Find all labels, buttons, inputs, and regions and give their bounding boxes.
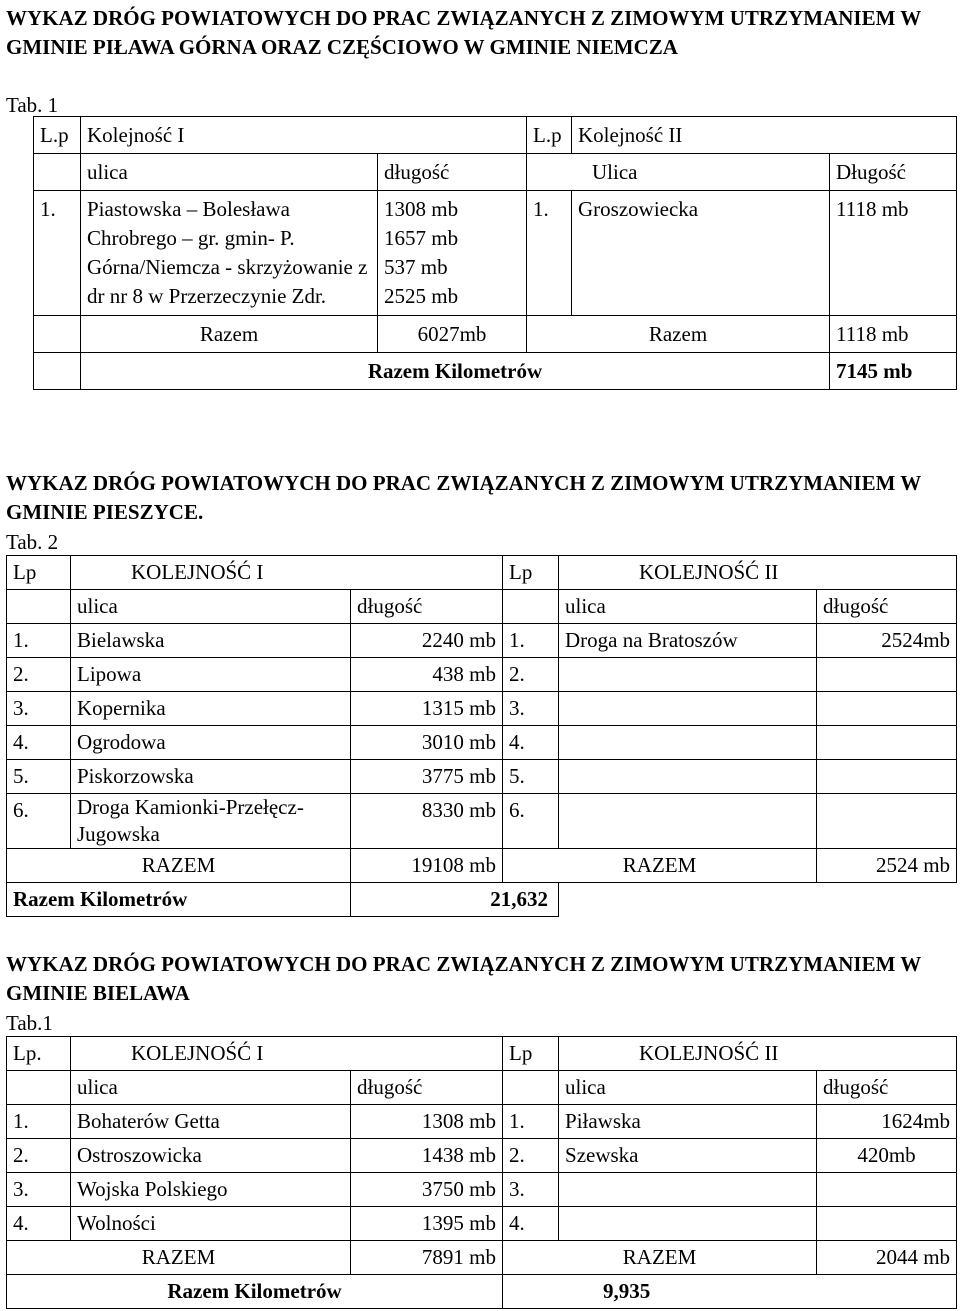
lp-cell: 5. — [503, 760, 559, 794]
header-order-1: KOLEJNOŚĆ I — [71, 1037, 503, 1071]
subheader-street-2: ulica — [559, 1071, 817, 1105]
lp-cell: 4. — [7, 726, 71, 760]
street-cell: Droga na Bratoszów — [559, 624, 817, 658]
header-order-2: KOLEJNOŚĆ II — [559, 1037, 957, 1071]
lp-cell: 6. — [503, 794, 559, 849]
table-row — [7, 760, 957, 794]
subheader-length-1: długość — [351, 1071, 503, 1105]
length-cell: 3750 mb — [351, 1173, 503, 1207]
street-cell: Lipowa — [71, 658, 351, 692]
length-cell — [817, 726, 957, 760]
table-subheader-row — [34, 154, 957, 191]
lp-cell: 1. — [34, 191, 81, 316]
sum-row — [7, 1241, 957, 1275]
header-order-1: KOLEJNOŚĆ I — [71, 556, 503, 590]
total-row — [7, 883, 957, 917]
lp-cell: 1. — [7, 624, 71, 658]
sum-label-2: Razem — [527, 316, 830, 353]
header-lp-1: Lp. — [7, 1037, 71, 1071]
sum-row — [7, 849, 957, 883]
length-cell: 2240 mb — [351, 624, 503, 658]
street-cell: Ogrodowa — [71, 726, 351, 760]
lp-cell: 2. — [503, 1139, 559, 1173]
length-cell: 1624mb — [817, 1105, 957, 1139]
subheader-street-2: Ulica — [527, 154, 830, 191]
length-cell: 1118 mb — [830, 191, 957, 316]
table-row — [7, 726, 957, 760]
lp-cell: 6. — [7, 794, 71, 849]
sum-label-1: RAZEM — [7, 1241, 351, 1275]
length-cell: 1308 mb — [351, 1105, 503, 1139]
sum-value-2: 2524 mb — [817, 849, 957, 883]
length-cell: 1315 mb — [351, 692, 503, 726]
total-label: Razem Kilometrów — [7, 1275, 503, 1309]
length-cell — [817, 658, 957, 692]
sum-value-1: 6027mb — [378, 316, 527, 353]
sum-value-2: 1118 mb — [830, 316, 957, 353]
lp-cell: 2. — [7, 658, 71, 692]
street-cell — [559, 794, 817, 849]
sum-value-2: 2044 mb — [817, 1241, 957, 1275]
lp-cell: 4. — [503, 1207, 559, 1241]
street-cell — [559, 658, 817, 692]
subheader-street-1: ulica — [71, 1071, 351, 1105]
total-value: 9,935 — [503, 1275, 957, 1309]
total-value: 21,632 — [351, 883, 559, 917]
length-cell: 438 mb — [351, 658, 503, 692]
lp-cell: 1. — [527, 191, 572, 316]
lp-cell: 2. — [503, 658, 559, 692]
length-value: 1308 mb — [384, 197, 459, 221]
table-row — [7, 658, 957, 692]
section3-table — [6, 1036, 957, 1309]
table-row — [7, 1207, 957, 1241]
street-cell: Groszowiecka — [572, 191, 830, 316]
length-cell: 1395 mb — [351, 1207, 503, 1241]
subheader-length-1: długość — [378, 154, 527, 191]
length-cell: 3775 mb — [351, 760, 503, 794]
header-lp-1: L.p — [34, 117, 81, 154]
length-cell — [817, 692, 957, 726]
lp-cell: 3. — [503, 1173, 559, 1207]
sum-label-2: RAZEM — [503, 849, 817, 883]
subheader-street-1: ulica — [71, 590, 351, 624]
lp-cell: 5. — [7, 760, 71, 794]
total-label: Razem Kilometrów — [7, 883, 351, 917]
street-cell: Bohaterów Getta — [71, 1105, 351, 1139]
street-cell: Bielawska — [71, 624, 351, 658]
length-cell — [817, 1173, 957, 1207]
length-value: 2525 mb — [384, 284, 459, 308]
total-label: Razem Kilometrów — [81, 353, 830, 390]
length-cell — [817, 1207, 957, 1241]
lp-cell: 3. — [7, 692, 71, 726]
street-cell — [559, 760, 817, 794]
section2-heading: WYKAZ DRÓG POWIATOWYCH DO PRAC ZWIĄZANYCH Z ZIMOWYM UTRZYMANIEM W GMINIE PIESZYCE. — [6, 471, 921, 524]
street-cell: Piskorzowska — [71, 760, 351, 794]
subheader-length-2: Długość — [830, 154, 957, 191]
header-lp-2: Lp — [503, 556, 559, 590]
length-value: 1657 mb — [384, 226, 459, 250]
length-value: 537 mb — [384, 255, 448, 279]
street-cell: Wojska Polskiego — [71, 1173, 351, 1207]
street-cell: Piastowska – Bolesława Chrobrego – gr. gmin- P. Górna/Niemcza - skrzyżowanie z dr nr 8 w Przerzeczynie Zdr. — [81, 191, 378, 316]
length-cell: 3010 mb — [351, 726, 503, 760]
street-cell — [559, 692, 817, 726]
length-cell — [817, 794, 957, 849]
section2-tab-label: Tab. 2 — [6, 530, 59, 554]
street-cell: Droga Kamionki-Przełęcz-Jugowska — [71, 794, 351, 849]
section1-heading: WYKAZ DRÓG POWIATOWYCH DO PRAC ZWIĄZANYCH Z ZIMOWYM UTRZYMANIEM W GMINIE PIŁAWA GÓRNA ORAZ CZĘŚCIOWO W GMINIE NIEMCZA — [6, 6, 921, 59]
table-row — [7, 624, 957, 658]
lp-cell: 4. — [7, 1207, 71, 1241]
subheader-street-1: ulica — [81, 154, 378, 191]
lp-cell: 1. — [503, 1105, 559, 1139]
table-header-row — [34, 117, 957, 154]
length-list-cell — [378, 191, 527, 316]
section1-table — [33, 116, 957, 390]
subheader-length-2: długość — [817, 1071, 957, 1105]
sum-label-1: RAZEM — [7, 849, 351, 883]
length-cell: 1438 mb — [351, 1139, 503, 1173]
header-order-1: Kolejność I — [81, 117, 527, 154]
section3-heading: WYKAZ DRÓG POWIATOWYCH DO PRAC ZWIĄZANYCH Z ZIMOWYM UTRZYMANIEM W GMINIE BIELAWA — [6, 952, 921, 1005]
sum-label-1: Razem — [81, 316, 378, 353]
street-cell: Ostroszowicka — [71, 1139, 351, 1173]
header-lp-1: Lp — [7, 556, 71, 590]
header-lp-2: L.p — [527, 117, 572, 154]
table-header-row — [7, 556, 957, 590]
street-cell: Piławska — [559, 1105, 817, 1139]
sum-row — [34, 316, 957, 353]
sum-value-1: 7891 mb — [351, 1241, 503, 1275]
table-subheader-row — [7, 1071, 957, 1105]
table-row — [7, 1139, 957, 1173]
street-cell — [559, 726, 817, 760]
table-header-row — [7, 1037, 957, 1071]
header-lp-2: Lp — [503, 1037, 559, 1071]
section2-table — [6, 555, 957, 917]
lp-cell: 3. — [503, 692, 559, 726]
total-row — [7, 1275, 957, 1309]
sum-value-1: 19108 mb — [351, 849, 503, 883]
section3-tab-label: Tab.1 — [6, 1011, 53, 1035]
table-row — [34, 191, 957, 316]
lp-cell: 1. — [503, 624, 559, 658]
table-row — [7, 1173, 957, 1207]
street-cell — [559, 1207, 817, 1241]
street-cell — [559, 1173, 817, 1207]
sum-label-2: RAZEM — [503, 1241, 817, 1275]
length-cell: 420mb — [817, 1139, 957, 1173]
total-row — [34, 353, 957, 390]
length-cell: 8330 mb — [351, 794, 503, 849]
lp-cell: 3. — [7, 1173, 71, 1207]
subheader-length-1: długość — [351, 590, 503, 624]
subheader-street-2: ulica — [559, 590, 817, 624]
lp-cell: 1. — [7, 1105, 71, 1139]
table-subheader-row — [7, 590, 957, 624]
length-cell: 2524mb — [817, 624, 957, 658]
table-row — [7, 692, 957, 726]
table-row — [7, 794, 957, 849]
subheader-length-2: długość — [817, 590, 957, 624]
lp-cell: 2. — [7, 1139, 71, 1173]
section1-tab-label: Tab. 1 — [6, 93, 59, 117]
table-row — [7, 1105, 957, 1139]
total-value: 7145 mb — [830, 353, 957, 390]
header-order-2: KOLEJNOŚĆ II — [559, 556, 957, 590]
lp-cell: 4. — [503, 726, 559, 760]
header-order-2: Kolejność II — [572, 117, 957, 154]
street-cell: Kopernika — [71, 692, 351, 726]
street-cell: Szewska — [559, 1139, 817, 1173]
street-cell: Wolności — [71, 1207, 351, 1241]
length-cell — [817, 760, 957, 794]
